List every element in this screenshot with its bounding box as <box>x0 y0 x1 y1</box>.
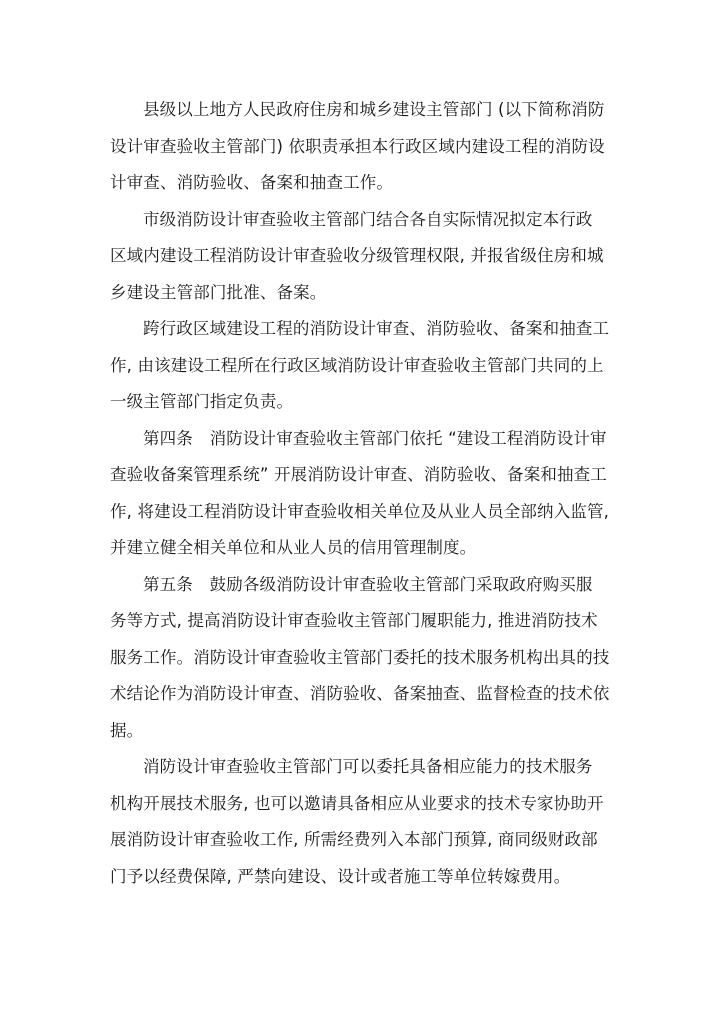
paragraph-line: 消防设计审查验收主管部门可以委托具备相应能力的技术服务 <box>143 757 593 776</box>
paragraph-line: 作, 由该建设工程所在行政区域消防设计审查验收主管部门共同的上 <box>110 355 604 375</box>
paragraph-line: 设计审查验收主管部门) 依职责承担本行政区域内建设工程的消防设 <box>110 136 605 156</box>
paragraph-3 <box>110 311 620 421</box>
paragraph-line: 据。 <box>110 720 144 740</box>
paragraph-line: 并建立健全相关单位和从业人员的信用管理制度。 <box>110 538 477 557</box>
paragraph-line: 乡建设主管部门批准、备案。 <box>110 282 327 302</box>
paragraph-line: 展消防设计审查验收工作, 所需经费列入本部门预算, 商同级财政部 <box>110 830 598 849</box>
paragraph-line: 一级主管部门指定负责。 <box>110 392 294 411</box>
paragraph-line: 查验收备案管理系统” 开展消防设计审查、消防验收、备案和抽查工 <box>110 465 607 484</box>
article-5 <box>110 567 620 750</box>
paragraph-line: 门予以经费保障, 严禁向建设、设计或者施工等单位转嫁费用。 <box>110 866 571 886</box>
paragraph-line: 机构开展技术服务, 也可以邀请具备相应从业要求的技术专家协助开 <box>110 793 604 813</box>
paragraph-2 <box>110 202 620 312</box>
document-body <box>110 92 620 895</box>
paragraph-1 <box>110 92 620 202</box>
paragraph-line: 术结论作为消防设计审查、消防验收、备案抽查、监督检查的技术依 <box>110 684 610 703</box>
paragraph-line: 作, 将建设工程消防设计审查验收相关单位及从业人员全部纳入监管, <box>110 501 610 521</box>
paragraph-6 <box>110 749 620 895</box>
paragraph-line: 第四条 消防设计审查验收主管部门依托 “建设工程消防设计审 <box>143 428 607 448</box>
paragraph-line: 市级消防设计审查验收主管部门结合各自实际情况拟定本行政 <box>143 209 593 229</box>
paragraph-line: 计审查、消防验收、备案和抽查工作。 <box>110 173 394 192</box>
paragraph-line: 跨行政区域建设工程的消防设计审查、消防验收、备案和抽查工 <box>143 319 610 338</box>
paragraph-line: 县级以上地方人民政府住房和城乡建设主管部门 (以下简称消防 <box>143 100 605 119</box>
paragraph-line: 区域内建设工程消防设计审查验收分级管理权限, 并报省级住房和城 <box>110 246 604 265</box>
paragraph-line: 服务工作。消防设计审查验收主管部门委托的技术服务机构出具的技 <box>110 647 610 667</box>
article-4 <box>110 421 620 567</box>
paragraph-line: 第五条 鼓励各级消防设计审查验收主管部门采取政府购买服 <box>143 574 593 594</box>
paragraph-line: 务等方式, 提高消防设计审查验收主管部门履职能力, 推进消防技术 <box>110 611 598 630</box>
